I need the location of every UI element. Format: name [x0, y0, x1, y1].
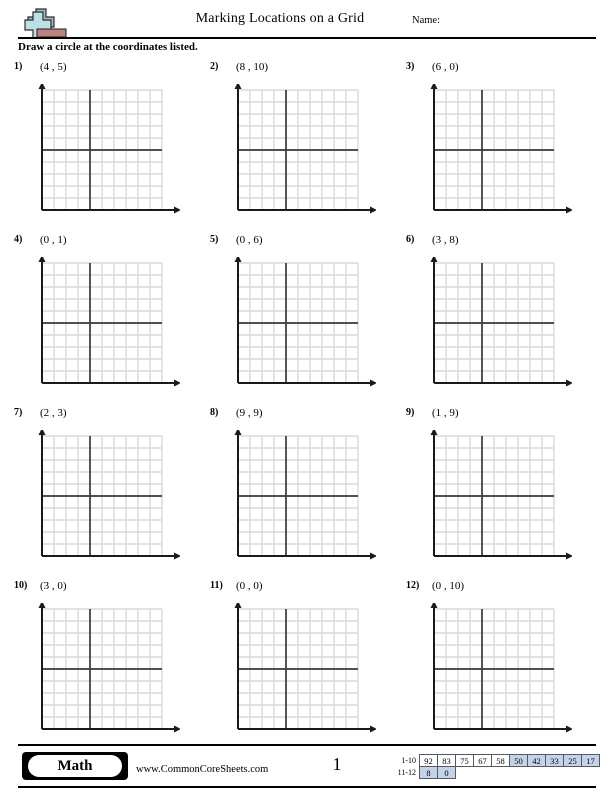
- footer-divider-top: [18, 744, 596, 746]
- coordinate-grid[interactable]: [230, 257, 370, 393]
- score-row-label: 11-12: [397, 768, 416, 777]
- coordinate-grid[interactable]: [230, 430, 370, 566]
- problem-row: [0, 577, 612, 750]
- score-cell: 58: [492, 755, 510, 767]
- score-cell-empty: [528, 767, 546, 779]
- problem-coordinate: (0 , 10): [432, 580, 465, 592]
- coordinate-grid[interactable]: [230, 603, 370, 739]
- problem-number: 3): [406, 61, 415, 72]
- problem-coordinate: (3 , 0): [40, 580, 67, 592]
- problem-coordinate: (1 , 9): [432, 407, 459, 419]
- score-cell: 75: [456, 755, 474, 767]
- coordinate-grid[interactable]: [426, 257, 566, 393]
- score-cell-empty: [546, 767, 564, 779]
- problem-item: [406, 404, 602, 577]
- problem-number: 9): [406, 407, 415, 418]
- score-cell: 92: [420, 755, 438, 767]
- coordinate-grid[interactable]: [426, 84, 566, 220]
- problem-item: [210, 577, 406, 750]
- score-cell: 17: [582, 755, 600, 767]
- problem-coordinate: (9 , 9): [236, 407, 263, 419]
- coordinate-grid[interactable]: [34, 603, 174, 739]
- page-title: Marking Locations on a Grid: [195, 11, 365, 26]
- score-cell: 83: [438, 755, 456, 767]
- score-cell: 8: [420, 767, 438, 779]
- problem-item: [210, 404, 406, 577]
- problem-number: 7): [14, 407, 23, 418]
- problem-number: 6): [406, 234, 415, 245]
- header-divider: [18, 37, 596, 39]
- math-badge-label: Math: [28, 755, 122, 777]
- footer-divider-bottom: [18, 786, 596, 788]
- score-cell-empty: [456, 767, 474, 779]
- problem-item: [14, 404, 210, 577]
- coordinate-grid[interactable]: [426, 603, 566, 739]
- page-number: 1: [332, 754, 342, 774]
- score-cell: 25: [564, 755, 582, 767]
- score-row-label: 1-10: [401, 756, 416, 765]
- score-cell-empty: [582, 767, 600, 779]
- coordinate-grid[interactable]: [34, 257, 174, 393]
- name-field-label: Name:: [412, 15, 440, 26]
- problem-number: 10): [14, 580, 28, 591]
- problem-item: [14, 577, 210, 750]
- problem-coordinate: (8 , 10): [236, 61, 269, 73]
- score-cell-empty: [564, 767, 582, 779]
- problem-coordinate: (6 , 0): [432, 61, 459, 73]
- coordinate-grid[interactable]: [426, 430, 566, 566]
- problem-number: 8): [210, 407, 219, 418]
- score-table-row: [392, 767, 600, 779]
- problem-item: [14, 231, 210, 404]
- score-cell: 33: [546, 755, 564, 767]
- math-badge: [22, 752, 128, 780]
- problem-item: [406, 58, 602, 231]
- problem-number: 1): [14, 61, 23, 72]
- problem-coordinate: (0 , 1): [40, 234, 67, 246]
- problem-number: 11): [210, 580, 223, 591]
- score-cell: 42: [528, 755, 546, 767]
- instructions-text: Draw a circle at the coordinates listed.: [18, 41, 198, 53]
- problem-number: 4): [14, 234, 23, 245]
- score-table-row: [392, 755, 600, 767]
- score-cell-empty: [492, 767, 510, 779]
- problem-row: [0, 58, 612, 231]
- coordinate-grid[interactable]: [34, 430, 174, 566]
- problem-row: [0, 231, 612, 404]
- problem-number: 2): [210, 61, 219, 72]
- problem-coordinate: (0 , 6): [236, 234, 263, 246]
- problem-number: 5): [210, 234, 219, 245]
- problem-item: [406, 231, 602, 404]
- problem-row: [0, 404, 612, 577]
- page-header: [0, 0, 612, 44]
- score-cell: 0: [438, 767, 456, 779]
- problem-item: [14, 58, 210, 231]
- score-cell: 50: [510, 755, 528, 767]
- problem-number: 12): [406, 580, 420, 591]
- commoncoresheets-plus-logo: [20, 6, 82, 40]
- score-table-grid: [392, 754, 600, 779]
- problem-item: [210, 231, 406, 404]
- site-url: www.CommonCoreSheets.com: [136, 764, 269, 775]
- problem-item: [210, 58, 406, 231]
- problem-coordinate: (2 , 3): [40, 407, 67, 419]
- score-cell-empty: [510, 767, 528, 779]
- problem-coordinate: (4 , 5): [40, 61, 67, 73]
- score-cell: 67: [474, 755, 492, 767]
- problem-item: [406, 577, 602, 750]
- problem-coordinate: (0 , 0): [236, 580, 263, 592]
- coordinate-grid[interactable]: [230, 84, 370, 220]
- score-table: [392, 754, 600, 779]
- coordinate-grid[interactable]: [34, 84, 174, 220]
- problems-container: [0, 58, 612, 750]
- score-cell-empty: [474, 767, 492, 779]
- problem-coordinate: (3 , 8): [432, 234, 459, 246]
